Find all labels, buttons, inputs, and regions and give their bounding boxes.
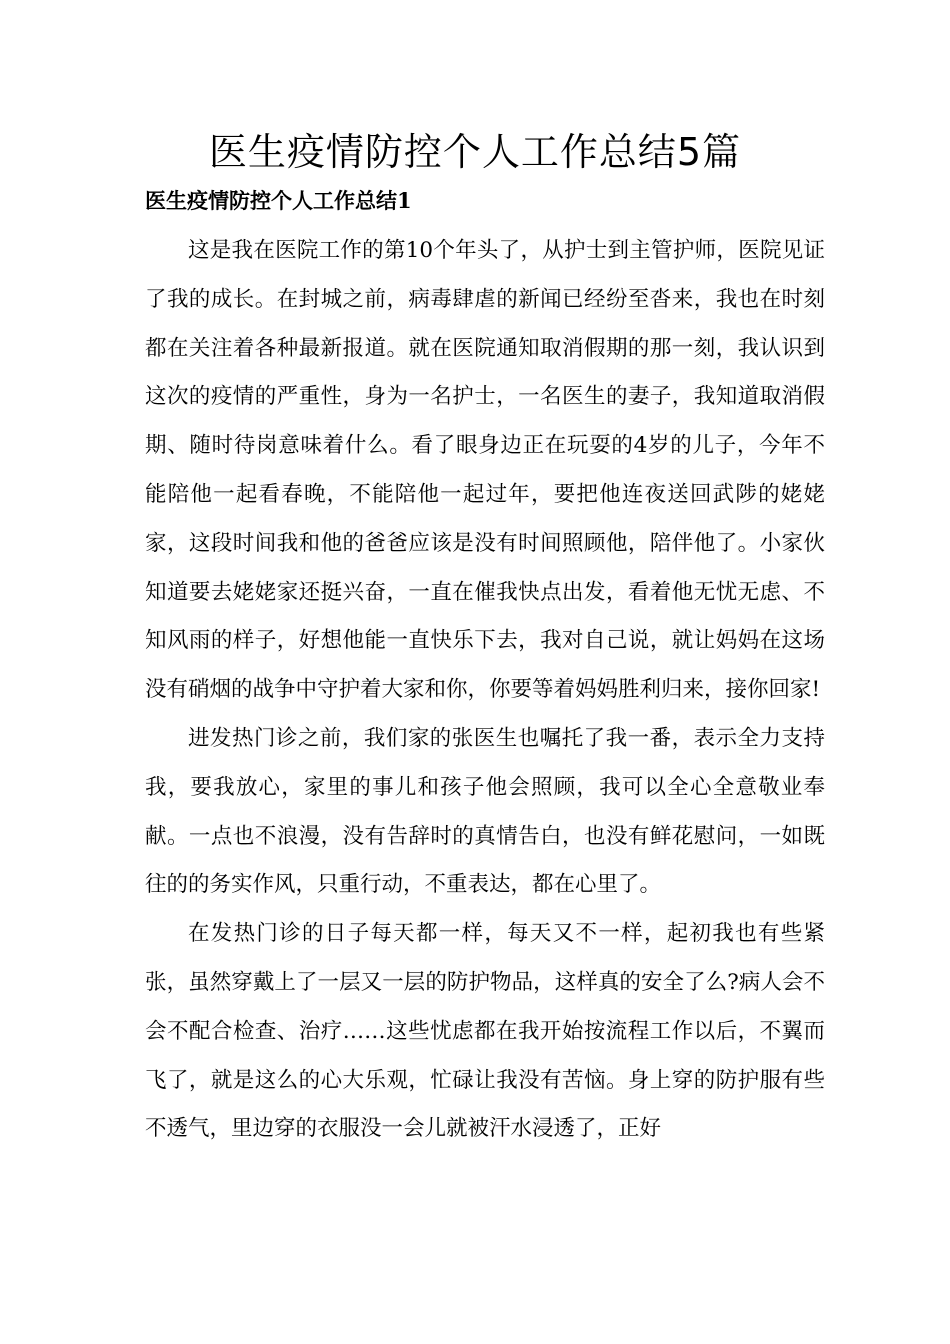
- document-title: 医生疫情防控个人工作总结5篇: [208, 130, 742, 174]
- document-body: [145, 227, 825, 1154]
- section-title: 医生疫情防控个人工作总结1: [145, 188, 412, 213]
- body-paragraph: 进发热门诊之前，我们家的张医生也嘱托了我一番，表示全力支持我，要我放心，家里的事儿和孩子他会照顾，我可以全心全意敬业奉献。一点也不浪漫，没有告辞时的真情告白，也没有鲜花慰问，一如既往的的务实作风，只重行动，不重表达，都在心里了。: [145, 725, 825, 898]
- body-paragraph: 这是我在医院工作的第10个年头了，从护士到主管护师，医院见证了我的成长。在封城之前，病毒肆虐的新闻已经纷至沓来，我也在时刻都在关注着各种最新报道。就在医院通知取消假期的那一刻，我认识到这次的疫情的严重性，身为一名护士，一名医生的妻子，我知道取消假期、随时待岗意味着什么。看了眼身边正在玩耍的4岁的儿子，今年不能陪他一起看春晚，不能陪他一起过年，要把他连夜送回武陟的姥姥家，这段时间我和他的爸爸应该是没有时间照顾他，陪伴他了。小家伙知道要去姥姥家还挺兴奋，一直在催我快点出发，看着他无忧无虑、不知风雨的样子，好想他能一直快乐下去，我对自己说，就让妈妈在这场没有硝烟的战争中守护着大家和你，你要等着妈妈胜利归来，接你回家!: [145, 238, 825, 703]
- body-paragraph: 在发热门诊的日子每天都一样，每天又不一样，起初我也有些紧张，虽然穿戴上了一层又一层的防护物品，这样真的安全了么?病人会不会不配合检查、治疗……这些忧虑都在我开始按流程工作以后，不翼而飞了，就是这么的心大乐观，忙碌让我没有苦恼。身上穿的防护服有些不透气，里边穿的衣服没一会儿就被汗水浸透了，正好: [145, 921, 825, 1142]
